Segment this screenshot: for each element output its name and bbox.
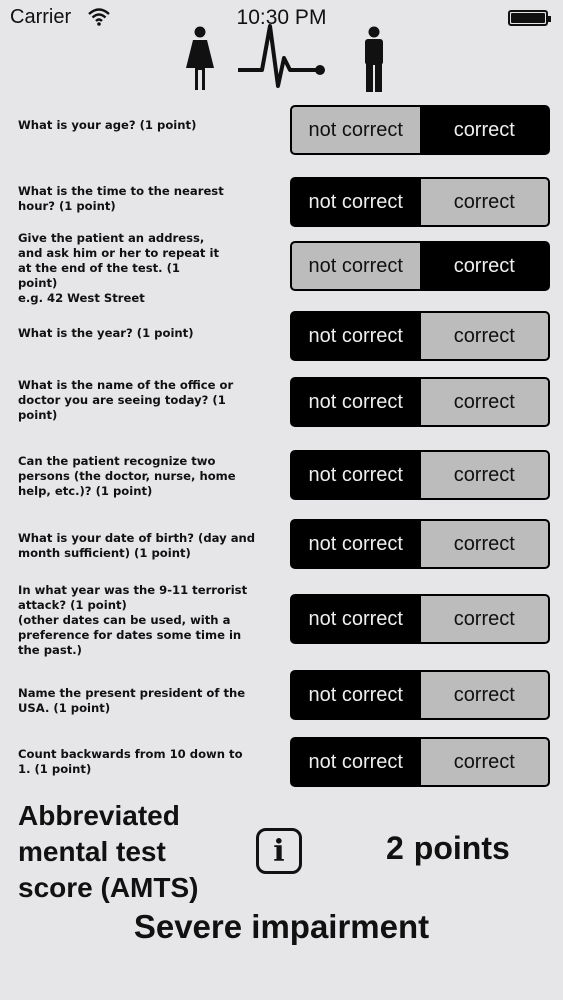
- question-text: What is the time to the nearest hour? (1 point): [18, 184, 224, 213]
- answer-segmented-control: [290, 594, 550, 644]
- female-male-heartbeat-logo: [178, 24, 398, 96]
- question-text: What is your date of birth? (day and month sufficient) (1 point): [18, 531, 256, 560]
- answer-segmented-control: [290, 670, 550, 720]
- carrier-label: Carrier: [10, 6, 72, 28]
- correct-option[interactable]: correct: [420, 596, 549, 642]
- not-correct-option[interactable]: not correct: [292, 379, 420, 425]
- question-text: Can the patient recognize two persons (the doctor, nurse, home help, etc.)? (1 point): [18, 454, 236, 498]
- correct-option[interactable]: correct: [420, 739, 549, 785]
- female-icon: [186, 27, 214, 91]
- answer-segmented-control: [290, 241, 550, 291]
- answer-segmented-control: [290, 377, 550, 427]
- not-correct-option[interactable]: not correct: [292, 521, 420, 567]
- correct-option[interactable]: correct: [420, 452, 549, 498]
- battery-icon: [508, 10, 548, 26]
- score-value: 2: [386, 830, 404, 866]
- info-icon[interactable]: i: [256, 828, 302, 874]
- correct-option[interactable]: correct: [420, 179, 549, 225]
- answer-segmented-control: [290, 311, 550, 361]
- correct-option[interactable]: correct: [420, 521, 549, 567]
- not-correct-option[interactable]: not correct: [292, 313, 420, 359]
- not-correct-option[interactable]: not correct: [292, 596, 420, 642]
- question-text: What is your age? (1 point): [18, 118, 197, 132]
- correct-option[interactable]: correct: [420, 672, 549, 718]
- impairment-assessment: Severe impairment: [133, 908, 430, 945]
- question-text: Count backwards from 10 down to 1. (1 point): [18, 747, 243, 776]
- answer-segmented-control: [290, 177, 550, 227]
- status-time: 10:30 PM: [236, 6, 327, 29]
- answer-segmented-control: [290, 105, 550, 155]
- not-correct-option[interactable]: not correct: [292, 672, 420, 718]
- correct-option[interactable]: correct: [420, 107, 549, 153]
- question-text: What is the year? (1 point): [18, 326, 194, 340]
- correct-option[interactable]: correct: [420, 243, 549, 289]
- answer-segmented-control: [290, 519, 550, 569]
- heartbeat-icon: [238, 26, 325, 86]
- correct-option[interactable]: correct: [420, 313, 549, 359]
- not-correct-option[interactable]: not correct: [292, 107, 420, 153]
- question-text: Give the patient an address, and ask him or her to repeat it at the end of the test. (1 point) e.g. 42 West Street: [18, 231, 220, 305]
- points-label: points: [413, 830, 510, 866]
- not-correct-option[interactable]: not correct: [292, 739, 420, 785]
- question-text: In what year was the 9-11 terrorist attack? (1 point) (other dates can be used, with a preference for dates some time in the past.): [18, 583, 248, 657]
- question-text: What is the name of the office or doctor you are seeing today? (1 point): [18, 378, 234, 422]
- amts-title: Abbreviated mental test score (AMTS): [18, 800, 199, 903]
- not-correct-option[interactable]: not correct: [292, 179, 420, 225]
- not-correct-option[interactable]: not correct: [292, 452, 420, 498]
- question-text: Name the present president of the USA. (1 point): [18, 686, 246, 715]
- not-correct-option[interactable]: not correct: [292, 243, 420, 289]
- answer-segmented-control: [290, 737, 550, 787]
- score-display: [386, 830, 510, 867]
- answer-segmented-control: [290, 450, 550, 500]
- correct-option[interactable]: correct: [420, 379, 549, 425]
- male-icon: [365, 27, 383, 93]
